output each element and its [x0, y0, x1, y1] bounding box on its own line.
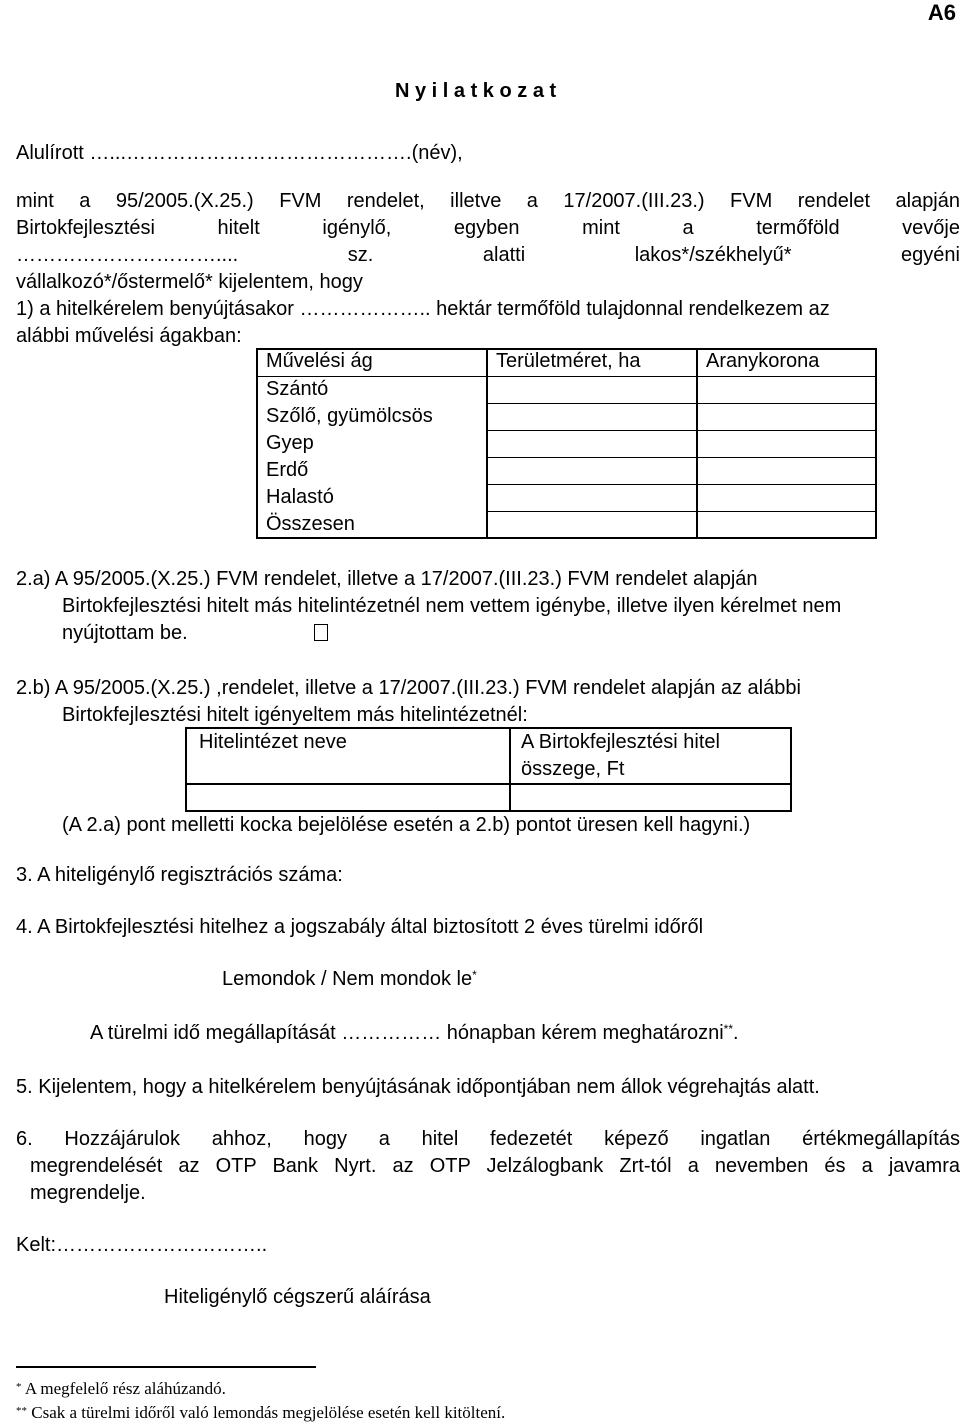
land-table-header-cell: Területméret, ha — [487, 349, 697, 376]
section-2a-line-1: 2.a) A 95/2005.(X.25.) FVM rendelet, illetve a 17/2007.(III.23.) FVM rendelet alapján — [16, 568, 758, 590]
land-table — [256, 348, 877, 539]
gold-crown-cell — [697, 430, 876, 457]
intro-line-7: alábbi művelési ágakban: — [16, 325, 242, 347]
intro-line-2: mint a 95/2005.(X.25.) FVM rendelet, illetve a 17/2007.(III.23.) FVM rendelet alapján — [16, 190, 960, 212]
section-3: 3. A hiteligénylő regisztrációs száma: — [16, 864, 343, 886]
area-cell — [487, 403, 697, 430]
land-type-cell: Gyep — [257, 430, 487, 457]
land-type-cell: Halastó — [257, 484, 487, 511]
table-row — [257, 430, 876, 457]
section-4-period-text: A türelmi idő megállapítását …………… hónapban kérem meghatározni — [90, 1022, 724, 1044]
area-cell — [487, 484, 697, 511]
loan-amount-header-line-1: A Birtokfejlesztési hitel — [521, 731, 720, 753]
intro-name-line: Alulírott …...…………………………………….(név), — [16, 142, 463, 164]
table-row — [257, 511, 876, 538]
land-type-cell: Összesen — [257, 511, 487, 538]
section-6-line-2: megrendelését az OTP Bank Nyrt. az OTP Jelzálogbank Zrt-tól a nevemben és a javamra — [30, 1155, 960, 1177]
land-type-cell: Szántó — [257, 376, 487, 403]
section-6-line-1: 6. Hozzájárulok ahhoz, hogy a hitel fedezetét képező ingatlan értékmegállapítás — [16, 1128, 960, 1150]
table-row — [186, 784, 791, 811]
intro-line-6: 1) a hitelkérelem benyújtásakor ……………….. hektár termőföld tulajdonnal rendelkezem az — [16, 298, 830, 320]
table-row — [257, 457, 876, 484]
table-row — [257, 376, 876, 403]
gold-crown-cell — [697, 511, 876, 538]
intro-line-3: Birtokfejlesztési hitelt igénylő, egyben mint a termőföld vevője — [16, 217, 960, 239]
area-cell — [487, 511, 697, 538]
land-table-header-cell: Művelési ág — [257, 349, 487, 376]
section-4-period-mark: ** — [723, 1022, 733, 1036]
footnote-1-text: A megfelelő rész aláhúzandó. — [24, 1379, 226, 1398]
footnote-2 — [16, 1402, 505, 1424]
section-4-period-end: . — [733, 1022, 739, 1044]
table-row — [257, 484, 876, 511]
section-2a-checkbox[interactable] — [314, 624, 328, 641]
gold-crown-cell — [697, 457, 876, 484]
section-5: 5. Kijelentem, hogy a hitelkérelem benyújtásának időpontjában nem állok végrehajtás alatt. — [16, 1076, 820, 1098]
area-cell — [487, 430, 697, 457]
section-2b-line-2: Birtokfejlesztési hitelt igényeltem más hitelintézetnél: — [62, 704, 528, 726]
bank-table — [185, 727, 792, 812]
gold-crown-cell — [697, 484, 876, 511]
loan-amount-header-line-2: összege, Ft — [521, 758, 625, 780]
section-6-line-3: megrendelje. — [30, 1182, 146, 1204]
gold-crown-cell — [697, 403, 876, 430]
bank-name-header — [186, 728, 510, 784]
section-4-choice-text: Lemondok / Nem mondok le — [222, 968, 473, 990]
section-2-note: (A 2.a) pont melletti kocka bejelölése esetén a 2.b) pontot üresen kell hagyni.) — [62, 814, 751, 836]
intro-line-5: vállalkozó*/őstermelő* kijelentem, hogy — [16, 271, 363, 293]
area-cell — [487, 457, 697, 484]
section-2a-line-3: nyújtottam be. — [62, 622, 188, 644]
footnote-1 — [16, 1378, 226, 1400]
loan-amount-cell — [510, 784, 791, 811]
page-label: A6 — [927, 0, 956, 25]
footnote-divider — [16, 1366, 316, 1368]
land-type-cell: Erdő — [257, 457, 487, 484]
signature-label: Hiteligénylő cégszerű aláírása — [164, 1286, 431, 1308]
intro-line-4: ………………………….... sz. alatti lakos*/székhelyű* egyéni — [16, 244, 960, 266]
section-4-line-1: 4. A Birtokfejlesztési hitelhez a jogszabály által biztosított 2 éves türelmi időről — [16, 916, 704, 938]
gold-crown-cell — [697, 376, 876, 403]
date-line: Kelt:………………………….. — [16, 1234, 268, 1256]
section-4-period — [90, 1020, 739, 1047]
loan-amount-header — [510, 728, 791, 784]
land-table-header-row — [257, 349, 876, 376]
area-cell — [487, 376, 697, 403]
page-title: N y i l a t k o z a t — [395, 80, 557, 102]
land-table-header-cell: Aranykorona — [697, 349, 876, 376]
land-type-cell: Szőlő, gyümölcsös — [257, 403, 487, 430]
footnote-2-text: Csak a türelmi időről való lemondás megjelölése esetén kell kitöltení. — [31, 1403, 506, 1422]
section-4-choice-mark: * — [472, 968, 477, 982]
footnote-1-mark: * — [16, 1381, 22, 1393]
bank-table-header-row — [186, 728, 791, 784]
table-row — [257, 403, 876, 430]
section-2a-line-2: Birtokfejlesztési hitelt más hitelintézetnél nem vettem igénybe, illetve ilyen kérelmet nem — [62, 595, 842, 617]
bank-name-cell — [186, 784, 510, 811]
bank-name-header-text: Hitelintézet neve — [199, 731, 347, 753]
section-2b-line-1: 2.b) A 95/2005.(X.25.) ,rendelet, illetve a 17/2007.(III.23.) FVM rendelet alapján az alábbi — [16, 677, 801, 699]
section-4-choice — [222, 966, 477, 993]
footnote-2-mark: ** — [16, 1405, 27, 1417]
